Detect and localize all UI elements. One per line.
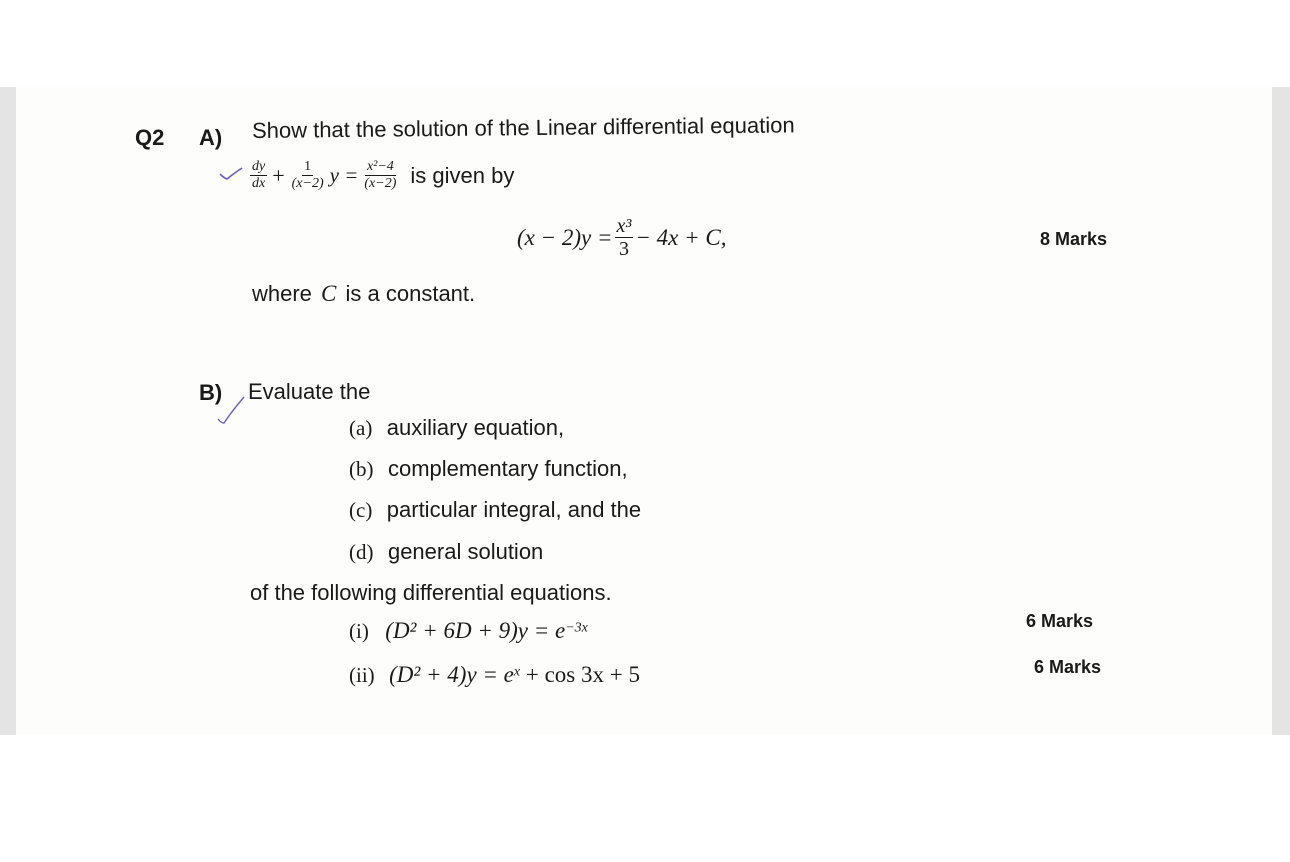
plus-sign: + [272,162,285,188]
part-b-item: (d) general solution [349,539,544,564]
part-b-item: (b) complementary function, [349,456,628,481]
equation-i-marks: 6 Marks [1026,611,1094,631]
part-b-intro: Evaluate the [248,379,371,404]
part-b-outro: of the following differential equations. [250,580,612,605]
solution-equation [517,216,727,260]
equation-i: (i) $(D^2 + 6D + 9)y = e^{-3x}$ [349,618,588,643]
dy-dx-fraction: $\frac{dy}{dx}$ [252,159,266,191]
ode-equation [248,160,514,191]
where-c-constant: where C is a constant. [252,281,476,306]
check-mark-icon [218,166,244,182]
part-a-label: A) [199,125,223,150]
check-mark-icon-b [216,395,246,427]
one-over-fraction: $\frac{1}{(x-2)}$ [291,159,324,191]
part-a-marks: 8 Marks [1040,229,1108,249]
rhs-fraction: $\frac{\text{x²−4}}{(x-2)}$ [364,159,397,191]
part-b-item: (a) auxiliary equation, [349,415,565,440]
part-b-label: B) [199,380,223,405]
exam-page [16,87,1272,735]
equation-ii: (ii) $(D^2 + 4)y = e^x + \cos 3x + 5$ [349,662,640,687]
solution-rest: − 4x + C, [635,225,727,250]
question-number: Q2 [135,125,165,150]
equation-ii-marks: 6 Marks [1034,657,1102,677]
solution-lhs: (x − 2)y = [517,225,613,250]
part-b-item: (c) particular integral, and the [349,497,642,522]
y-equals: y = [329,163,359,188]
part-a-intro: Show that the solution of the Linear differential equation [251,112,795,143]
x-cubed-over-3: $\frac{\text{x³}}{3}$ [616,215,632,260]
is-given-by: is given by [410,162,515,188]
